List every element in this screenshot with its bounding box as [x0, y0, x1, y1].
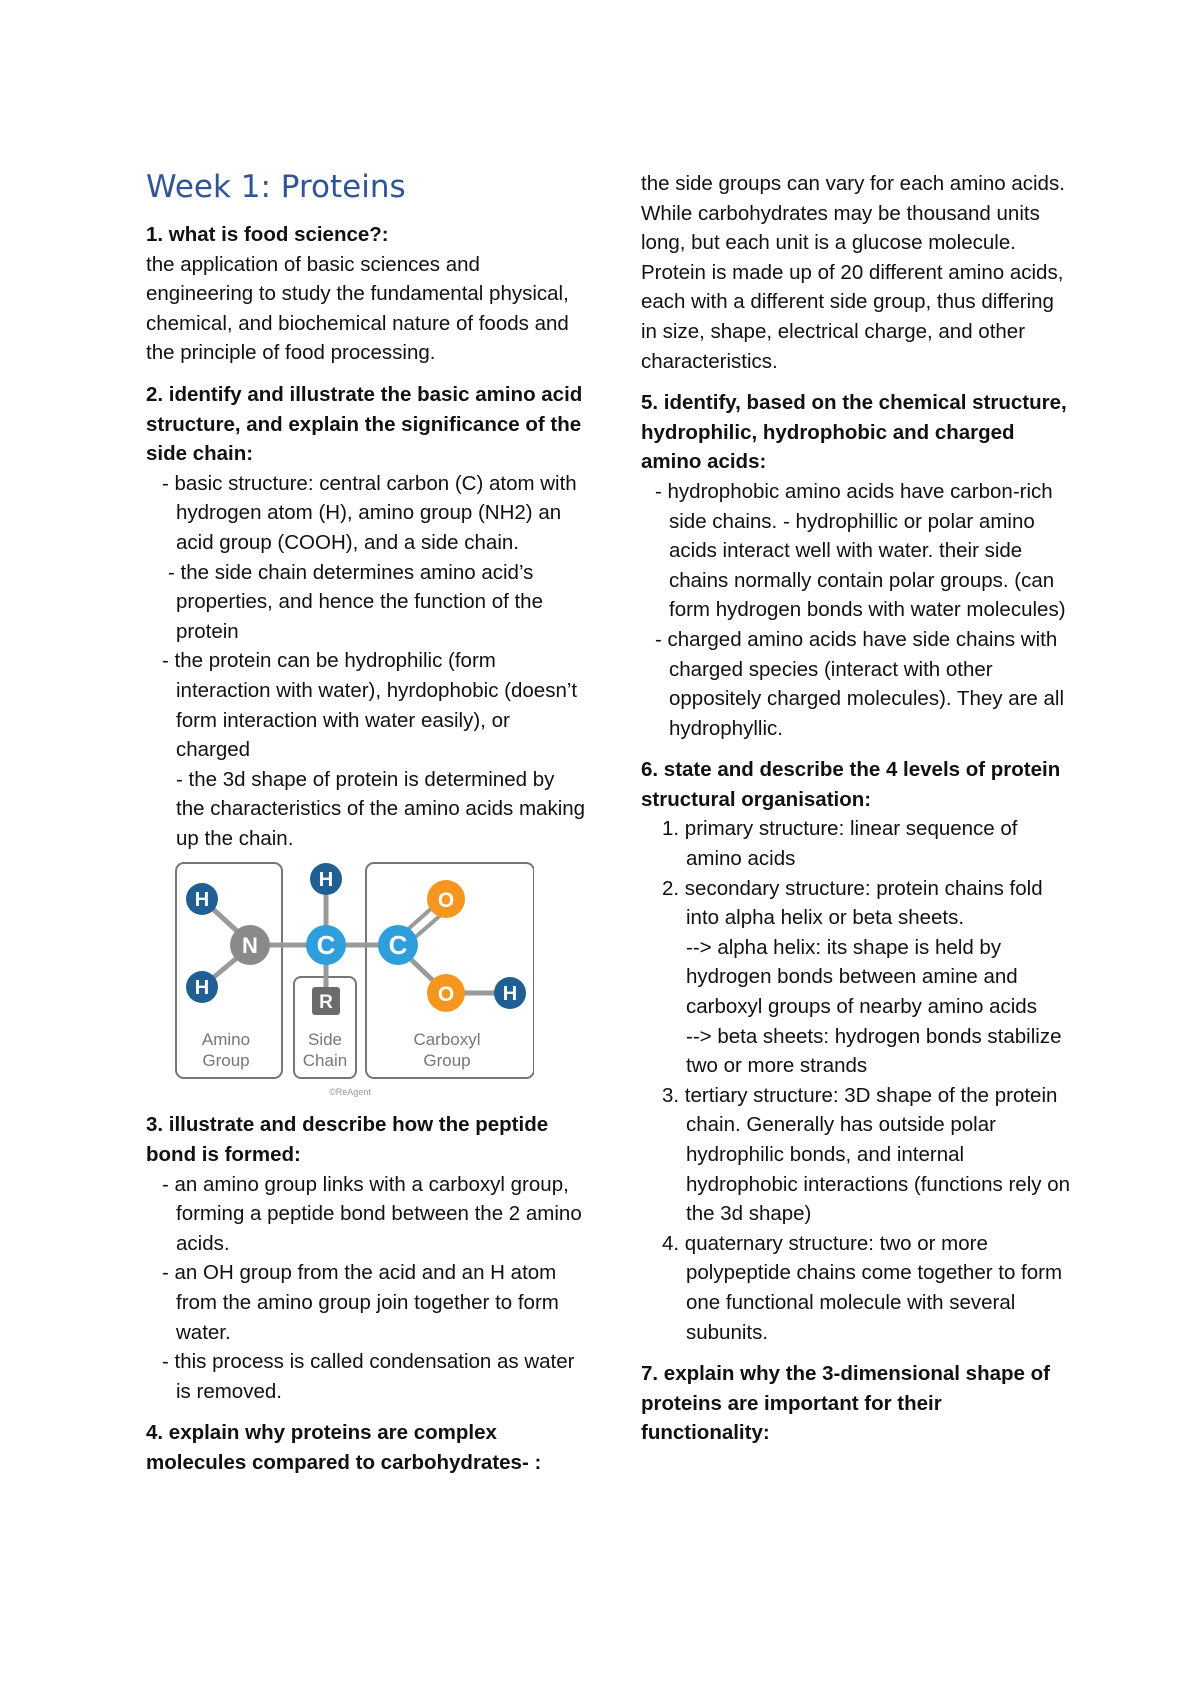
structure-level-2-alpha-helix: --> alpha helix: its shape is held by hydrogen bonds between amine and carboxyl groups of nearby amino acids [686, 935, 1037, 1019]
answer-3-item-2: - an OH group from the acid and an H atom from the amino group join together to form water. [162, 1261, 559, 1344]
structure-level-2: 2. secondary structure: protein chains fold into alpha helix or beta sheets. [662, 876, 1043, 930]
answer-4: the side groups can vary for each amino acids. While carbohydrates may be thousand units long, but each unit is a glucose molecule. Protein is made up of 20 different amino acids, each with a different side group, thus differing in size, shape, electrical charge, and other characteristics. [641, 172, 1065, 373]
question-4: 4. explain why proteins are complex molecules compared to carbohydrates- : [146, 1421, 542, 1474]
answer-2-item-3: - the protein can be hydrophilic (form interaction with water), hyrdophobic (doesn’t form interaction with water easily), or charged [162, 649, 578, 762]
answer-2-item-2: - the side chain determines amino acid’s properties, and hence the function of the protein [168, 560, 543, 643]
structure-level-4: 4. quaternary structure: two or more polypeptide chains come together to form one functional molecule with several subunits. [662, 1231, 1063, 1344]
hydrogen-label: H [502, 983, 518, 1006]
answer-5-item-2: - charged amino acids have side chains with charged species (interact with other oppositely charged molecules). They are all hydrophyllic. [655, 627, 1065, 740]
answer-2-item-1: - basic structure: central carbon (C) atom with hydrogen atom (H), amino group (NH2) an acid group (COOH), and a side chain. [162, 471, 577, 554]
nitrogen-label: N [242, 933, 258, 959]
structure-level-3: 3. tertiary structure: 3D shape of the protein chain. Generally has outside polar hydrophilic bonds, and internal hydrophobic interactions (functions rely on the 3d shape) [662, 1083, 1071, 1226]
answer-5-item-1: - hydrophobic amino acids have carbon-rich side chains. - hydrophillic or polar amino acids interact well with water. their side chains normally contain polar groups. (can form hydrogen bonds with water molecules) [655, 479, 1066, 622]
hydrogen-label: H [194, 977, 210, 1000]
oxygen-label: O [437, 889, 455, 913]
side-chain-label-line2: Chain [302, 1051, 348, 1071]
question-6: 6. state and describe the 4 levels of protein structural organisation: [641, 758, 1061, 811]
diagram-credit: ©ReAgent [329, 1087, 371, 1098]
answer-2-item-4: - the 3d shape of protein is determined by the characteristics of the amino acids making up the chain. [176, 767, 586, 850]
side-chain-label-line1: Side [307, 1030, 343, 1050]
amino-acid-structure-diagram [174, 859, 534, 1104]
page-title: Week 1: Proteins [146, 169, 406, 205]
side-chain-label: R [319, 992, 333, 1014]
carboxyl-group-label-line1: Carboxyl [413, 1030, 481, 1050]
question-2: 2. identify and illustrate the basic amino acid structure, and explain the significance of the side chain: [146, 382, 583, 466]
question-3: 3. illustrate and describe how the peptide bond is formed: [146, 1113, 549, 1167]
amino-group-label-line2: Group [202, 1051, 250, 1071]
carboxyl-group-label-line2: Group [423, 1051, 471, 1071]
structure-level-1: 1. primary structure: linear sequence of amino acids [662, 817, 1018, 871]
amino-group-label-line1: Amino [201, 1030, 251, 1050]
oxygen-label: O [437, 983, 455, 1007]
answer-3-item-3: - this process is called condensation as water is removed. [162, 1350, 575, 1403]
question-5: 5. identify, based on the chemical structure, hydrophilic, hydrophobic and charged amino acids: [641, 391, 1067, 474]
hydrogen-label: H [194, 889, 210, 912]
hydrogen-label: H [318, 869, 334, 892]
left-column [146, 168, 586, 1490]
carbon-label: C [388, 930, 408, 961]
carbon-label: C [316, 930, 336, 961]
question-1: 1. what is food science?: [146, 223, 389, 246]
answer-1: the application of basic sciences and engineering to study the fundamental physical, chemical, and biochemical nature of foods and the principle of food processing. [146, 252, 569, 365]
question-7: 7. explain why the 3-dimensional shape of proteins are important for their functionality: [641, 1362, 1050, 1445]
structure-level-2-beta-sheets: --> beta sheets: hydrogen bonds stabilize two or more strands [686, 1024, 1062, 1078]
answer-3-item-1: - an amino group links with a carboxyl group, forming a peptide bond between the 2 amino acids. [162, 1172, 582, 1255]
right-column [641, 169, 1071, 1460]
